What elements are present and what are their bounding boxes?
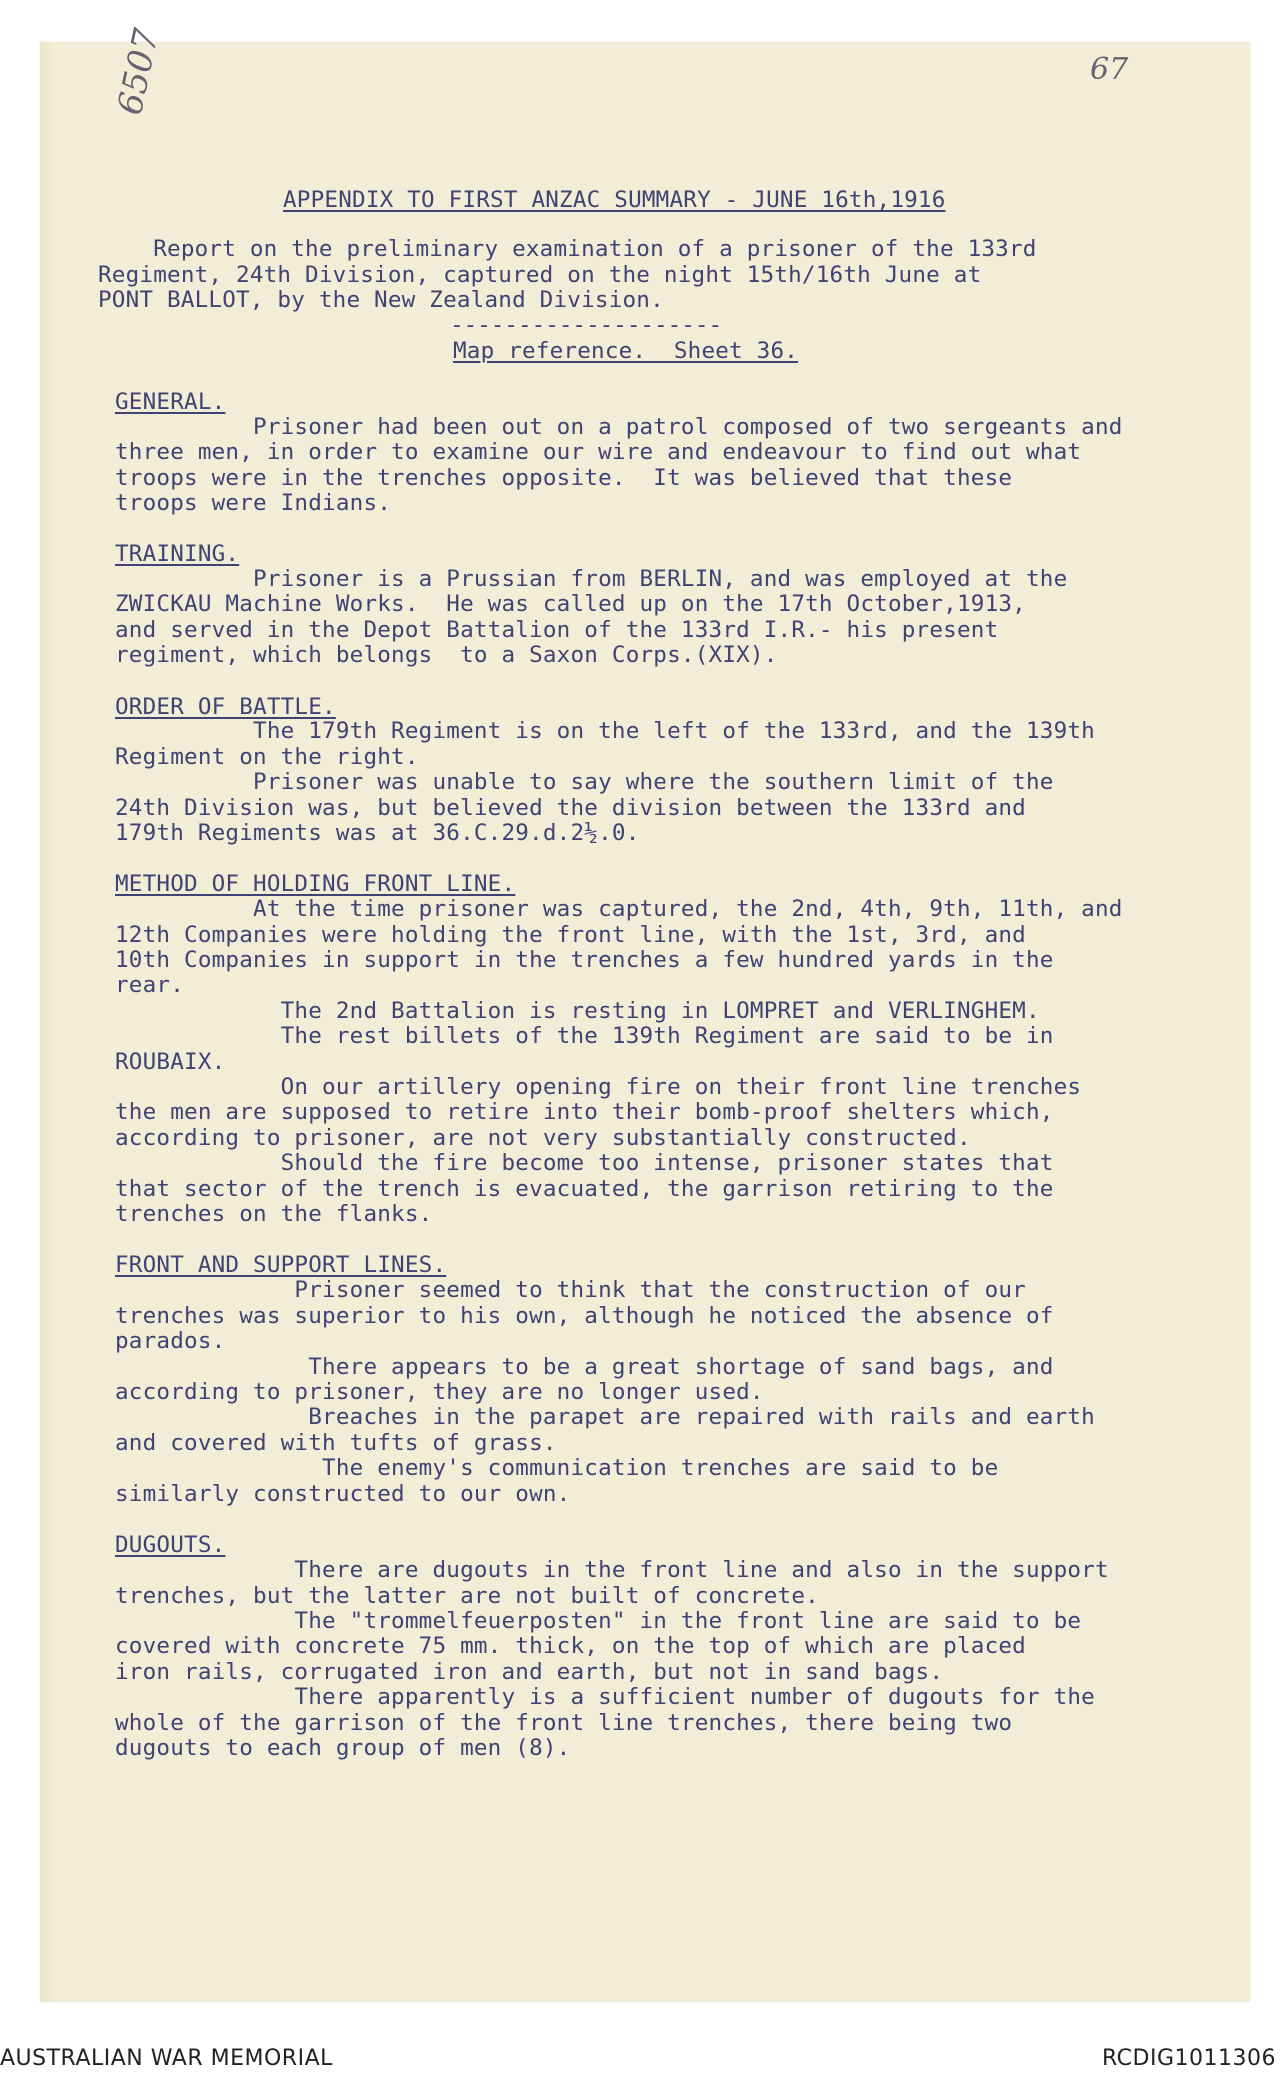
- text-line: ZWICKAU Machine Works. He was called up on the 17th October,1913,: [115, 591, 1026, 617]
- intro-line: Regiment, 24th Division, captured on the night 15th/16th June at: [98, 262, 982, 288]
- text-line: rear.: [115, 972, 185, 998]
- text-line: trenches was superior to his own, although he noticed the absence of: [115, 1303, 1054, 1329]
- text-line: whole of the garrison of the front line trenches, there being two: [115, 1710, 1013, 1736]
- text-line: At the time prisoner was captured, the 2nd, 4th, 9th, 11th, and: [115, 896, 1123, 922]
- intro-line: PONT BALLOT, by the New Zealand Division.: [98, 287, 664, 313]
- section-heading-order-of-battle: ORDER OF BATTLE.: [115, 694, 336, 720]
- text-line: the men are supposed to retire into their bomb-proof shelters which,: [115, 1099, 1054, 1125]
- text-line: and covered with tufts of grass.: [115, 1430, 557, 1456]
- text-line: Prisoner is a Prussian from BERLIN, and was employed at the: [115, 566, 1068, 592]
- text-line: that sector of the trench is evacuated, the garrison retiring to the: [115, 1176, 1054, 1202]
- page-number-annotation: 67: [1090, 52, 1129, 87]
- text-line: The "trommelfeuerposten" in the front line are said to be: [115, 1608, 1082, 1634]
- section-heading-general: GENERAL.: [115, 389, 226, 415]
- text-line: Regiment on the right.: [115, 744, 419, 770]
- text-line: The rest billets of the 139th Regiment are said to be in: [115, 1023, 1054, 1049]
- intro-line: Report on the preliminary examination of a prisoner of the 133rd: [98, 236, 1037, 262]
- text-line: The enemy's communication trenches are said to be: [115, 1455, 999, 1481]
- text-line: There apparently is a sufficient number of dugouts for the: [115, 1684, 1095, 1710]
- text-line: three men, in order to examine our wire and endeavour to find out what: [115, 439, 1082, 465]
- map-reference: Map reference. Sheet 36.: [453, 338, 799, 364]
- text-line: according to prisoner, they are no longer used.: [115, 1379, 764, 1405]
- handwritten-reference: 6507: [110, 25, 168, 119]
- text-line: The 2nd Battalion is resting in LOMPRET and VERLINGHEM.: [115, 998, 1040, 1024]
- document-title: APPENDIX TO FIRST ANZAC SUMMARY - JUNE 16th,1916: [283, 187, 946, 213]
- section-heading-method: METHOD OF HOLDING FRONT LINE.: [115, 871, 516, 897]
- section-heading-front-support: FRONT AND SUPPORT LINES.: [115, 1252, 447, 1278]
- text-line: similarly constructed to our own.: [115, 1481, 571, 1507]
- divider-line: --------------------: [450, 312, 723, 338]
- text-line: Prisoner was unable to say where the southern limit of the: [115, 769, 1054, 795]
- text-line: There appears to be a great shortage of sand bags, and: [115, 1354, 1054, 1380]
- text-line: according to prisoner, are not very substantially constructed.: [115, 1125, 971, 1151]
- text-line: The 179th Regiment is on the left of the 133rd, and the 139th: [115, 718, 1095, 744]
- text-line: 12th Companies were holding the front line, with the 1st, 3rd, and: [115, 922, 1026, 948]
- paper-edge-shadow: [40, 42, 54, 2002]
- footer-institution: AUSTRALIAN WAR MEMORIAL: [0, 2046, 333, 2071]
- text-line: troops were Indians.: [115, 490, 392, 516]
- text-line: iron rails, corrugated iron and earth, but not in sand bags.: [115, 1659, 944, 1685]
- text-line: On our artillery opening fire on their front line trenches: [115, 1074, 1082, 1100]
- section-heading-training: TRAINING.: [115, 541, 240, 567]
- text-line: Breaches in the parapet are repaired with rails and earth: [115, 1404, 1095, 1430]
- text-line: 24th Division was, but believed the division between the 133rd and: [115, 795, 1026, 821]
- text-line: regiment, which belongs to a Saxon Corps.(XIX).: [115, 642, 778, 668]
- text-line: 10th Companies in support in the trenches a few hundred yards in the: [115, 947, 1054, 973]
- footer-record-id: RCDIG1011306: [1101, 2046, 1276, 2071]
- text-line: and served in the Depot Battalion of the 133rd I.R.- his present: [115, 617, 999, 643]
- text-line: covered with concrete 75 mm. thick, on the top of which are placed: [115, 1633, 1026, 1659]
- text-line: Prisoner had been out on a patrol composed of two sergeants and: [115, 414, 1123, 440]
- text-line: trenches, but the latter are not built of concrete.: [115, 1583, 819, 1609]
- text-line: dugouts to each group of men (8).: [115, 1735, 571, 1761]
- text-line: trenches on the flanks.: [115, 1201, 433, 1227]
- text-line: parados.: [115, 1328, 226, 1354]
- text-line: Should the fire become too intense, prisoner states that: [115, 1150, 1054, 1176]
- text-line: ROUBAIX.: [115, 1049, 226, 1075]
- text-line: Prisoner seemed to think that the construction of our: [115, 1277, 1026, 1303]
- text-line: 179th Regiments was at 36.C.29.d.2½.0.: [115, 820, 640, 846]
- text-line: troops were in the trenches opposite. It was believed that these: [115, 465, 1013, 491]
- text-line: There are dugouts in the front line and also in the support: [115, 1557, 1109, 1583]
- section-heading-dugouts: DUGOUTS.: [115, 1532, 226, 1558]
